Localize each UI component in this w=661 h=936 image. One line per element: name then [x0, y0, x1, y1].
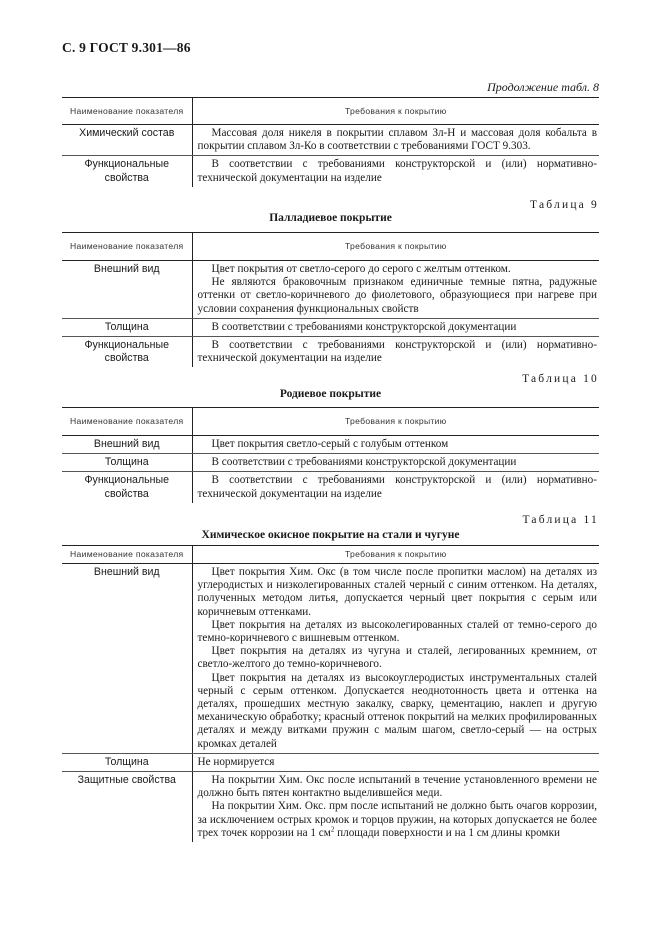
table-10: [62, 407, 599, 503]
row-name: Толщина: [62, 318, 192, 336]
table-11-label: Таблица 11: [522, 514, 599, 526]
continuation-label: Продолжение табл. 8: [487, 80, 599, 94]
table-row: [62, 261, 599, 319]
row-requirement: В соответствии с требованиями конструкторской и (или) нормативно-технической документации на изделие: [192, 472, 599, 503]
row-requirement: Цвет покрытия светло-серый с голубым оттенком: [192, 436, 599, 454]
table-row: [62, 472, 599, 503]
column-header-indicator: Наименование показателя: [62, 98, 192, 125]
table-row: [62, 564, 599, 754]
row-name: Внешний вид: [62, 436, 192, 454]
table-11-title: Химическое окисное покрытие на стали и чугуне: [201, 529, 460, 541]
column-header-indicator: Наименование показателя: [62, 408, 192, 436]
row-requirement: Массовая доля никеля в покрытии сплавом Зл-Н и массовая доля кобальта в покрытии сплавом Зл-Ко в соответствии с требованиями ГОСТ 9.303.: [192, 125, 599, 156]
row-name: Защитные свойства: [77, 774, 176, 787]
column-header-requirements: Требования к покрытию: [192, 546, 599, 564]
column-header-indicator: Наименование показателя: [62, 546, 192, 564]
row-requirement: В соответствии с требованиями конструкторской документации: [192, 454, 599, 472]
row-requirement: На покрытии Хим. Окс после испытаний в течение установленного времени не должно быть пятен контактно выделившейся меди. На покрытии Хим. Окс. прм после испытаний не должно быть очагов коррозии, за исключением острых кромок и торцов пружин, на которых допускается не более трех точек коррозии на 1 $см^2$ площади поверхности и на 1 см длины кромки: [192, 772, 599, 843]
table-10-label: Таблица 10: [522, 373, 599, 385]
table-9: [62, 232, 599, 367]
row-name: Толщина: [62, 753, 192, 771]
table-row: [62, 156, 599, 187]
row-name: Функциональные свойства: [84, 339, 169, 365]
table-row: [62, 337, 599, 368]
table-row: [62, 454, 599, 472]
table-8-continuation: [62, 97, 599, 187]
column-header-requirements: Требования к покрытию: [192, 98, 599, 125]
column-header-indicator: Наименование показателя: [62, 233, 192, 261]
row-name: Функциональные свойства: [84, 158, 169, 184]
row-requirement: В соответствии с требованиями конструкторской и (или) нормативно-технической документации на изделие: [192, 337, 599, 368]
row-name: Толщина: [62, 454, 192, 472]
table-row: [62, 753, 599, 771]
table-11: [62, 545, 599, 842]
row-name: Химический состав: [62, 125, 192, 156]
page-header: С. 9 ГОСТ 9.301—86: [62, 40, 191, 55]
row-name: Функциональные свойства: [84, 474, 169, 500]
table-row: [62, 125, 599, 156]
row-requirement: В соответствии с требованиями конструкторской документации: [192, 318, 599, 336]
table-row: [62, 318, 599, 336]
column-header-requirements: Требования к покрытию: [192, 233, 599, 261]
row-requirement: Цвет покрытия от светло-серого до серого с желтым оттенком. Не являются браковочным признаком единичные темные пятна, радужные оттенки от светло-коричневого до фиолетового, образующиеся при нагреве при условии сохранения функциональных свойств: [192, 261, 599, 319]
row-requirement: Цвет покрытия Хим. Окс (в том числе после пропитки маслом) на деталях из углеродистых и низколегированных сталей черный с синим оттенком. На деталях, полученных методом литья, допускается черный цвет покрытия с серым или коричневым оттенками. Цвет покрытия на деталях из высоколегированных сталей от темно-серого до темно-коричневого с вишневым оттенком. Цвет покрытия на деталях из чугуна и сталей, легированных кремнием, от светло-желтого до темно-коричневого. Цвет покрытия на деталях из высокоуглеродистых инструментальных сталей черный с серым оттенком. Допускается неоднотонность цвета и оттенка на деталях, прошедших местную закалку, сварку, цементацию, наклеп и другую механическую обработку; красный оттенок покрытий на мелких профилированных деталях и между витками пружин с малым шагом, светло-серый — на острых кромках деталей: [192, 564, 599, 754]
table-9-title: Палладиевое покрытие: [269, 212, 392, 224]
table-10-title: Родиевое покрытие: [279, 388, 382, 400]
row-requirement: В соответствии с требованиями конструкторской и (или) нормативно-технической документации на изделие: [192, 156, 599, 187]
column-header-requirements: Требования к покрытию: [192, 408, 599, 436]
table-9-label: Таблица 9: [530, 199, 599, 211]
table-row: [62, 436, 599, 454]
table-row: [62, 772, 599, 843]
row-name: Внешний вид: [62, 261, 192, 319]
row-name: Внешний вид: [62, 564, 192, 754]
row-requirement: Не нормируется: [192, 753, 599, 771]
superscript: 2: [330, 825, 335, 834]
